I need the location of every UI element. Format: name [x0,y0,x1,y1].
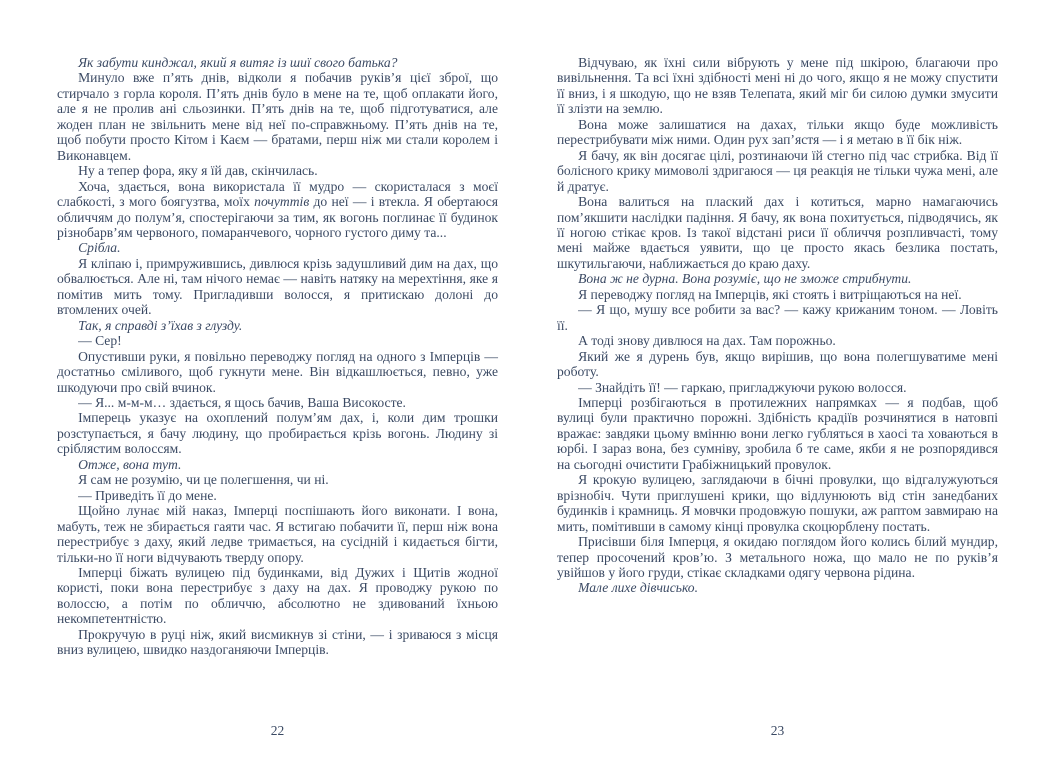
paragraph [57,318,498,333]
paragraph [557,395,998,472]
paragraph [57,457,498,472]
text-segment-italic: почуттів [254,194,310,210]
text-segment: — Сер! [78,333,122,349]
text-segment: Імперець указує на охоплений полум’ям дах, і, коли дим трошки розступається, я бачу людину, що пробирається крізь вогонь. Людину зі сріблястим волоссям. [57,410,498,457]
paragraph [57,503,498,565]
text-segment: — Я... м-м-м… здається, я щось бачив, Ваша Високосте. [78,394,406,410]
text-segment: Я сам не розумію, чи це полегшення, чи ні. [78,472,329,488]
paragraph [57,55,498,70]
paragraph [557,302,998,333]
text-segment-italic: Вона ж не дурна. Вона розуміє, що не зможе стрибнути. [578,271,912,287]
text-segment-italic: Срібла. [78,240,121,256]
text-segment: Я крокую вулицею, заглядаючи в бічні провулки, що відгалужуються врізнобіч. Чути приглушені крики, що відлунюють від стін занедбаних будинків і крамниць. Я мовчки продовжую пошуки, аж раптом завмираю на мить, помітивши в самому кінці провулка скоцюрблену постать. [557,472,998,534]
paragraph [557,333,998,348]
text-segment: Опустивши руки, я повільно переводжу погляд на одного з Імперців — достатньо сміливого, щоб гукнути мене. Він відкашлюється, певно, уже шкодуючи про свій вчинок. [57,348,498,395]
text-segment: Я переводжу погляд на Імперців, які стоять і витріщаються на неї. [578,286,962,302]
paragraph [57,472,498,487]
paragraph [57,488,498,503]
paragraph [557,194,998,271]
paragraph [57,240,498,255]
text-segment: Я кліпаю і, примружившись, дивлюся крізь задушливий дим на дах, що обвалюється. Але ні, там нічого немає — навіть натяку на мерехтіння, яке я помітив мить тому. Пригладивши волосся, я притискаю долоні до втомлених очей. [57,255,498,318]
text-segment: Який же я дурень був, якщо вирішив, що вона полегшуватиме мені роботу. [557,348,998,380]
paragraph [57,565,498,627]
page-number-left: 22 [270,723,285,738]
paragraph [557,580,998,595]
text-segment: — Приведіть її до мене. [78,487,217,503]
paragraph [57,70,498,163]
text-segment: до неї — і втекла. Я обертаюся обличчям до полум’я, спостерігаючи за тим, як вогонь поглинає її будинок різнобарв’ям червоного, помаранчевого, чорного густого диму та... [57,194,498,240]
paragraph [57,349,498,395]
text-segment-italic: Отже, вона тут. [78,456,182,472]
text-segment: Імперці біжать вулицею під будинками, від Дужих і Щитів жодної користі, поки вона перестрибує з даху на дах. Я проводжу рукою по волоссю, а потім по обличчю, абсолютно не здивований їхньою некомпетентністю. [57,564,498,627]
paragraph [557,148,998,194]
paragraph [557,472,998,534]
paragraph [57,179,498,241]
paragraph [57,627,498,658]
text-segment: Минуло вже п’ять днів, відколи я побачив руків’я цієї зброї, що стирчало з горла короля. П’ять днів було в мене на те, щоб оплакати його, але я не пролив ані сльозинки. П’ять днів на те, щоб підготуватися, але жоден план не звільнить мене від неї по-справжньому. П’ять днів на те, щоб побути просто Кітом і Каєм — братами, перш ніж ми стали королем і Виконавцем. [57,70,498,163]
paragraph [557,117,998,148]
text-segment: Відчуваю, як їхні сили вібрують у мене під шкірою, благаючи про вивільнення. Та всі їхні здібності мені ні до чого, якщо я не можу спустити її вниз, і я шкодую, що не взяв Телепата, який міг би силою думки змусити її злізти на землю. [557,55,998,117]
text-segment-italic: Як забути кинджал, який я витяг із шиї свого батька? [78,55,398,70]
paragraph [57,410,498,456]
paragraph [557,534,998,580]
paragraph [557,271,998,286]
text-segment: Вона може залишатися на дахах, тільки якщо буде можливість перестрибувати між ними. Один рух зап’ястя — і я метаю в її бік ніж. [557,116,998,148]
page-right-text [557,55,998,596]
text-segment-italic: Мале лихе дівчисько. [578,580,698,596]
text-segment: А тоді знову дивлюся на дах. Там порожньо. [578,333,836,349]
text-segment: Прокручую в руці ніж, який висмикнув зі стіни, — і зриваюся з місця вниз вулицею, швидко наздоганяючи Імперців. [57,626,498,658]
text-segment: — Я що, мушу все робити за вас? — кажу крижаним тоном. — Ловіть її. [557,302,998,333]
text-segment: Присівши біля Імперця, я окидаю поглядом його колись білий мундир, тепер просочений кров’ю. З метального ножа, що мало не по руків’я увійшов у його груди, стікає складками одягу червона рідина. [557,534,998,580]
text-segment-italic: Так, я справді з’їхав з глузду. [78,317,243,333]
page-left-text [57,55,498,658]
paragraph [57,256,498,318]
page-right [525,0,1050,761]
page-number-right: 23 [770,723,785,738]
paragraph [557,349,998,380]
text-segment: Хоча, здається, вона використала її мудро — скористалася з моєї слабкості, з мого боягузтва, моїх [57,178,498,210]
text-segment: Імперці розбігаються в протилежних напрямках — я подбав, щоб вулиці були практично порожні. Здібність крадіїв розчинятися в натовпі вражає: завдяки цьому вмінню вони легко губляться в хаосі та ховаються в юрбі. І зараз вона, без сумніву, зробила б те саме, якби я не розпорядився на сьогодні очистити Грабіжницький провулок. [557,394,998,472]
paragraph [557,380,998,395]
paragraph [557,55,998,117]
paragraph [57,333,498,348]
paragraph [557,287,998,302]
paragraph [57,163,498,178]
text-segment: Щойно лунає мій наказ, Імперці поспішають його виконати. І вона, мабуть, теж не збирається гаяти час. Я встигаю побачити її, перш ніж вона перестрибує з даху, який ледве тримається, на сусідній і кидається бігти, тільки-но її ноги відчувають тверду опору. [57,503,498,565]
text-segment: Ну а тепер фора, яку я їй дав, скінчилась. [78,163,318,179]
text-segment: Я бачу, як він досягає цілі, розтинаючи їй стегно під час стрибка. Від її болісного крику мимоволі здригаюся — ця реакція не тільки чужа мені, але й дратує. [557,147,998,194]
text-segment: — Знайдіть її! — гаркаю, пригладжуючи рукою волосся. [578,379,907,395]
text-segment: Вона валиться на плаский дах і котиться, марно намагаючись пом’якшити наслідки падіння. Я бачу, як вона похитується, підводячись, як її ногою стікає кров. Із такої відстані риси її обличчя розпливчасті, тому мені майже вдається уявити, що це просто якась безлика постать, шкутильгаючи, наближається до краю даху. [557,194,998,271]
paragraph [57,395,498,410]
